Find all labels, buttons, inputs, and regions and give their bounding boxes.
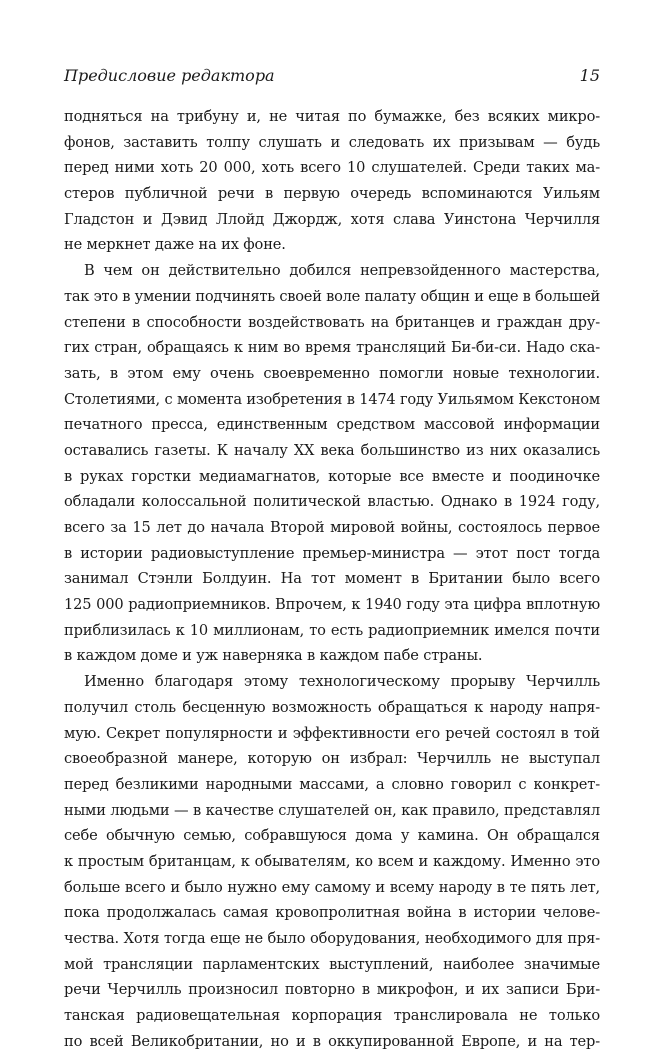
text-line: пока продолжалась самая кровопролитная война в истории челове- [64, 904, 600, 922]
text-line: обладали колоссальной политической властью. Однако в 1924 году, [64, 493, 600, 511]
text-line: перед безликими народными массами, а словно говорил с конкрет- [64, 775, 600, 793]
section-title: Предисловие редактора [64, 66, 275, 85]
text-line: по всей Великобритании, но и в оккупированной Европе, и на тер- [64, 1032, 600, 1050]
text-line: больше всего и было нужно ему самому и всему народу в те пять лет, [64, 878, 600, 896]
text-line: речи Черчилль произносил повторно в микрофон, и их записи Бри- [64, 981, 600, 999]
text-line: степени в способности воздействовать на британцев и граждан дру- [64, 313, 600, 331]
text-line: мую. Секрет популярности и эффективности его речей состоял в той [64, 724, 600, 742]
text-line: мой трансляции парламентских выступлений, наиболее значимые [64, 955, 600, 973]
text-line: Гладстон и Дэвид Ллойд Джордж, хотя слава Уинстона Черчилля [64, 210, 600, 228]
text-line: В чем он действительно добился непревзойденного мастерства, [84, 262, 600, 280]
text-line: Именно благодаря этому технологическому прорыву Черчилль [84, 673, 600, 691]
text-line: зать, в этом ему очень своевременно помогли новые технологии. [64, 364, 600, 382]
text-line: печатного пресса, единственным средством массовой информации [64, 416, 600, 434]
text-line: к простым британцам, к обывателям, ко всем и каждому. Именно это [64, 852, 600, 870]
text-line: перед ними хоть 20 000, хоть всего 10 слушателей. Среди таких ма- [64, 159, 600, 177]
body-text [64, 104, 600, 1054]
text-line: не меркнет даже на их фоне. [64, 236, 286, 254]
text-line: получил столь бесценную возможность обращаться к народу напря- [64, 698, 600, 716]
text-line: себе обычную семью, собравшуюся дома у камина. Он обращался [64, 827, 600, 845]
text-line: ными людьми — в качестве слушателей он, как правило, представлял [64, 801, 600, 819]
text-line: танская радиовещательная корпорация транслировала не только [64, 1007, 600, 1025]
text-line: в руках горстки медиамагнатов, которые все вместе и поодиночке [64, 467, 600, 485]
text-line: гих стран, обращаясь к ним во время трансляций Би-би-си. Надо ска- [64, 339, 600, 357]
text-line: 125 000 радиоприемников. Впрочем, к 1940 году эта цифра вплотную [64, 596, 600, 614]
text-line: так это в умении подчинять своей воле палату общин и еще в большей [64, 287, 600, 305]
text-line: подняться на трибуну и, не читая по бумажке, без всяких микро- [64, 108, 600, 125]
text-line: своеобразной манере, которую он избрал: Черчилль не выступал [64, 750, 600, 768]
running-head [64, 66, 600, 90]
text-line: всего за 15 лет до начала Второй мировой войны, состоялось первое [64, 519, 600, 536]
text-line: чества. Хотя тогда еще не было оборудования, необходимого для пря- [64, 930, 600, 947]
text-line: занимал Стэнли Болдуин. На тот момент в Британии было всего [64, 570, 600, 588]
text-line: Столетиями, с момента изобретения в 1474 году Уильямом Кекстоном [64, 390, 600, 408]
text-line: оставались газеты. К началу XX века большинство из них оказались [64, 441, 600, 459]
text-line: приблизилась к 10 миллионам, то есть радиоприемник имелся почти [64, 621, 600, 639]
text-line: стеров публичной речи в первую очередь вспоминаются Уильям [64, 185, 600, 203]
text-line: фонов, заставить толпу слушать и следовать их призывам — будь [64, 133, 600, 151]
page-number: 15 [579, 66, 600, 85]
text-line: в каждом доме и уж наверняка в каждом пабе страны. [64, 647, 483, 665]
text-line: в истории радиовыступление премьер-министра — этот пост тогда [64, 544, 600, 562]
